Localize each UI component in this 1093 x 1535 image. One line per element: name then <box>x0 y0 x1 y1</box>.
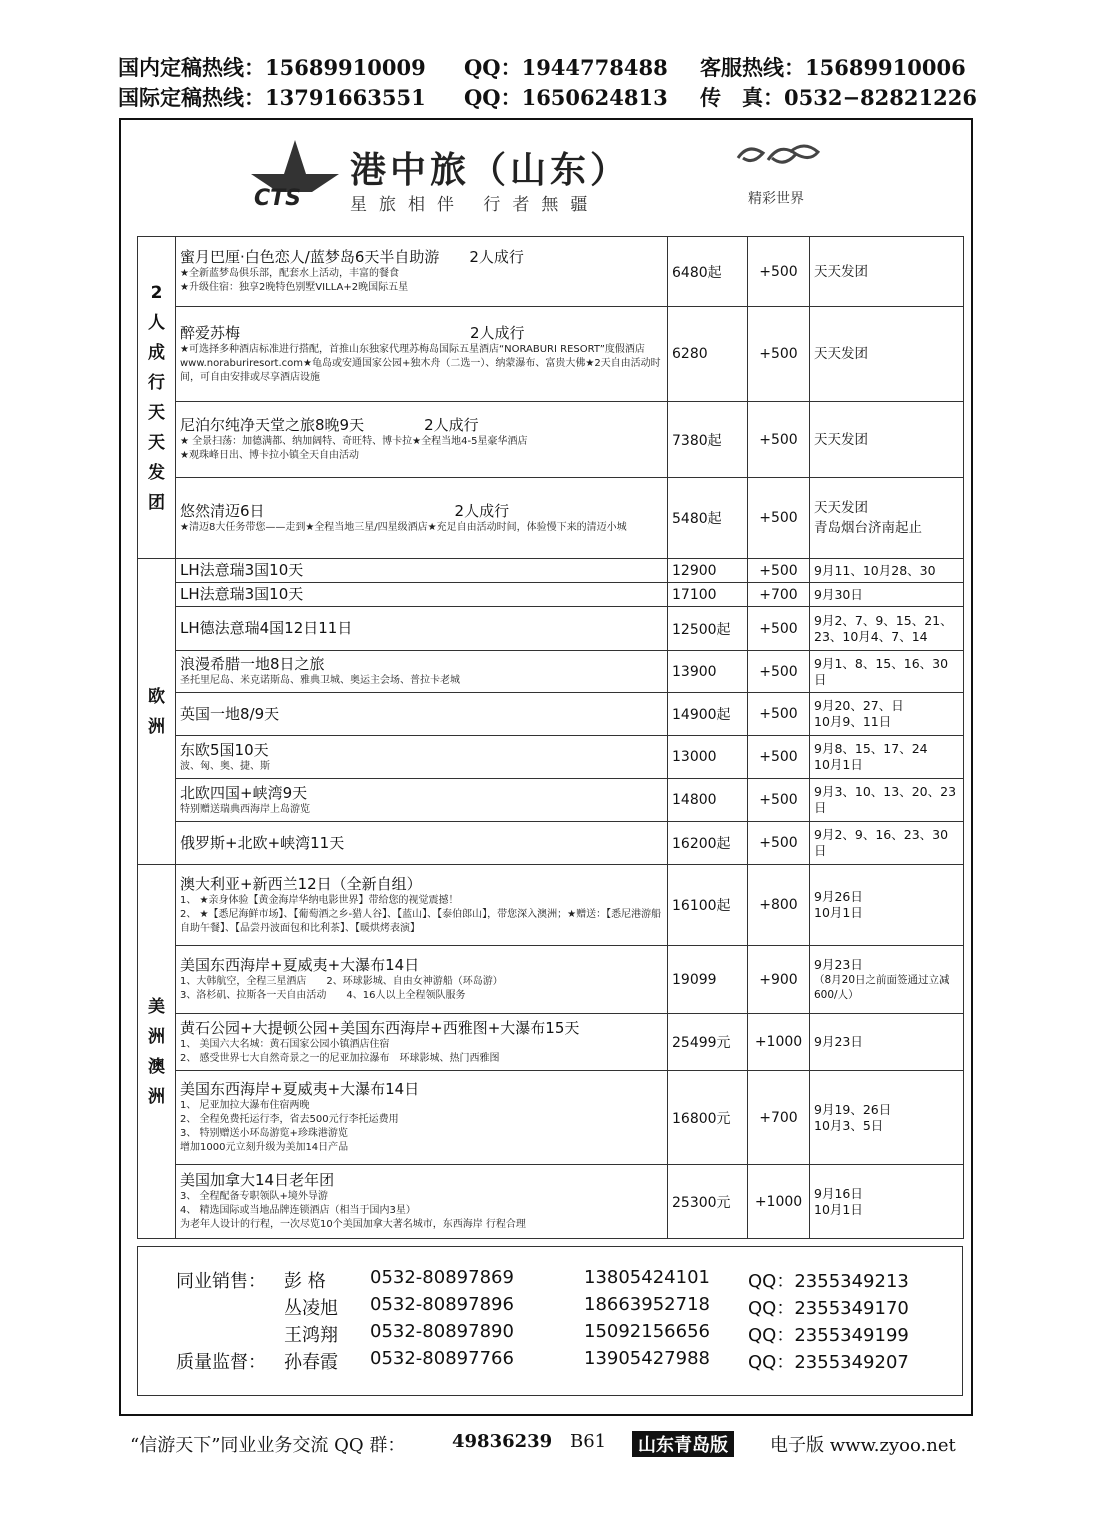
tour-cell: 尼泊尔纯净天堂之旅8晚9天 2人成行 ★ 全景扫荡：加德满都、纳加阔特、奇旺特、博卡拉★全程当地4-5星豪华酒店 ★观珠峰日出、博卡拉小镇全天自由活动 <box>176 402 668 478</box>
supplement: +500 <box>748 237 810 307</box>
table-row <box>138 779 964 822</box>
page-number: B61 <box>570 1431 607 1452</box>
tour-cell: 美国加拿大14日老年团 3、 全程配备专职领队+境外导游 4、 精选国际或当地品牌连锁酒店（相当于国内3星） 为老年人设计的行程，一次尽览10个美国加拿大著名城市，东西海岸 行程合理 <box>176 1165 668 1239</box>
tour-cell: 醉爱苏梅 2人成行 ★可选择多种酒店标准进行搭配，首推山东独家代理苏梅岛国际五星酒店“NORABURI RESORT”度假酒店 www.noraburiresort.com★龟岛或安通国家公园+独木舟（二选一）、纳蒙瀑布、富贵大佛★2天自由活动时间，可自由安排或尽享酒店设施 <box>176 307 668 402</box>
supplement: +500 <box>748 822 810 865</box>
website[interactable]: 电子版 www.zyoo.net <box>770 1435 956 1456</box>
contact-row <box>138 1267 964 1294</box>
contact-mobile: 18663952718 <box>584 1294 710 1315</box>
departure-dates: 9月2、9、16、23、30日 <box>810 822 964 865</box>
price: 12500起 <box>668 607 748 651</box>
departure-dates: 天天发团 <box>810 402 964 478</box>
contact-name: 彭 格 <box>284 1271 326 1292</box>
price: 17100 <box>668 583 748 607</box>
brand-name: 港中旅（山东） <box>350 149 631 191</box>
category-america: 美洲澳洲 <box>138 865 176 1239</box>
contact-tel: 0532-80897869 <box>370 1267 514 1288</box>
departure-dates: 9月26日 10月1日 <box>810 865 964 946</box>
departure-dates: 9月20、27、日 10月9、11日 <box>810 693 964 736</box>
tour-cell: 黄石公园+大提顿公园+美国东西海岸+西雅图+大瀑布15天 1、 美国六大名城：黄石国家公园小镇酒店住宿 2、 感受世界七大自然奇景之一的尼亚加拉瀑布 环球影城、热门西雅图 <box>176 1014 668 1071</box>
brand-logo <box>250 138 850 218</box>
table-row <box>138 237 964 307</box>
supplement: +700 <box>748 1071 810 1165</box>
contact-name: 孙春霞 <box>284 1352 338 1373</box>
table-row <box>138 865 964 946</box>
sales-contacts <box>137 1246 963 1396</box>
tour-cell: LH法意瑞3国10天 <box>176 559 668 583</box>
supplement: +1000 <box>748 1165 810 1239</box>
contact-mobile: 13805424101 <box>584 1267 710 1288</box>
price: 6280 <box>668 307 748 402</box>
table-row <box>138 651 964 693</box>
supplement: +700 <box>748 583 810 607</box>
contact-row <box>138 1294 964 1321</box>
intl-hotline: 国际定稿热线：13791663551 <box>118 85 426 110</box>
contact-tel: 0532-80897896 <box>370 1294 514 1315</box>
table-row <box>138 307 964 402</box>
tour-cell: 美国东西海岸+夏威夷+大瀑布14日 1、 尼亚加拉大瀑布住宿两晚 2、 全程免费托运行李，省去500元行李托运费用 3、 特别赠送小环岛游览+珍珠港游览 增加1000元立刻升级为美加14日产品 <box>176 1071 668 1165</box>
table-row <box>138 822 964 865</box>
supplement: +900 <box>748 946 810 1014</box>
price: 14900起 <box>668 693 748 736</box>
tour-cell: 悠然清迈6日 2人成行 ★清迈8大任务带您——走到★全程当地三星/四星级酒店★充足自由活动时间，体验慢下来的清迈小城 <box>176 478 668 559</box>
price: 25300元 <box>668 1165 748 1239</box>
sales-label: 同业销售： <box>176 1271 266 1292</box>
price: 16800元 <box>668 1071 748 1165</box>
price: 7380起 <box>668 402 748 478</box>
footer-slogan: “信游天下”同业业务交流 QQ 群： <box>130 1435 406 1456</box>
table-row <box>138 736 964 779</box>
category-europe: 欧洲 <box>138 559 176 865</box>
quality-label: 质量监督： <box>176 1352 266 1373</box>
table-row <box>138 1071 964 1165</box>
tour-table <box>137 236 964 1239</box>
supplement: +500 <box>748 651 810 693</box>
price: 16200起 <box>668 822 748 865</box>
supplement: +500 <box>748 559 810 583</box>
contact-mobile: 13905427988 <box>584 1348 710 1369</box>
contact-qq: QQ：2355349213 <box>748 1271 909 1292</box>
table-row <box>138 693 964 736</box>
tour-cell: LH法意瑞3国10天 <box>176 583 668 607</box>
contact-row <box>138 1348 964 1375</box>
departure-dates: 9月19、26日 10月3、5日 <box>810 1071 964 1165</box>
qq-group: 49836239 <box>452 1431 553 1452</box>
fax-number: 传 真：0532−82821226 <box>700 85 977 110</box>
departure-dates: 天天发团 <box>810 307 964 402</box>
table-row <box>138 402 964 478</box>
intl-qq: QQ：1650624813 <box>464 85 668 110</box>
departure-dates: 9月8、15、17、24 10月1日 <box>810 736 964 779</box>
price: 16100起 <box>668 865 748 946</box>
contact-tel: 0532-80897890 <box>370 1321 514 1342</box>
table-row <box>138 1014 964 1071</box>
contact-mobile: 15092156656 <box>584 1321 710 1342</box>
departure-dates: 9月23日 <box>810 1014 964 1071</box>
domestic-hotline: 国内定稿热线：15689910009 <box>118 55 426 80</box>
tour-cell: 浪漫希腊一地8日之旅 圣托里尼岛、米克诺斯岛、雅典卫城、奥运主会场、普拉卡老城 <box>176 651 668 693</box>
supplement: +500 <box>748 693 810 736</box>
price: 12900 <box>668 559 748 583</box>
supplement: +500 <box>748 478 810 559</box>
contact-name: 王鸿翔 <box>284 1325 338 1346</box>
brand-cts: CTS <box>254 186 301 211</box>
table-row <box>138 478 964 559</box>
price: 6480起 <box>668 237 748 307</box>
supplement: +500 <box>748 307 810 402</box>
supplement: +1000 <box>748 1014 810 1071</box>
contact-qq: QQ：2355349170 <box>748 1298 909 1319</box>
contact-qq: QQ：2355349199 <box>748 1325 909 1346</box>
contact-qq: QQ：2355349207 <box>748 1352 909 1373</box>
price: 5480起 <box>668 478 748 559</box>
contact-name: 丛凌旭 <box>284 1298 338 1319</box>
departure-dates: 9月16日 10月1日 <box>810 1165 964 1239</box>
contact-tel: 0532-80897766 <box>370 1348 514 1369</box>
star-icon <box>250 138 340 193</box>
price: 25499元 <box>668 1014 748 1071</box>
tour-cell: 澳大利亚+新西兰12日（全新自组） 1、 ★亲身体验【黄金海岸华纳电影世界】带给您的视觉震撼！ 2、 ★【悉尼海鲜市场】、【葡萄酒之乡-猎人谷】、【蓝山】、【泰伯郎山】，带您深入澳洲；★赠送：【悉尼港游船自助午餐】、【品尝丹波面包和比利茶】、【暖烘烤表演】 <box>176 865 668 946</box>
supplement: +500 <box>748 402 810 478</box>
departure-dates: 9月23日 （8月20日之前面签通过立减600/人） <box>810 946 964 1014</box>
departure-dates: 9月1、8、15、16、30日 <box>810 651 964 693</box>
departure-dates: 天天发团 <box>810 237 964 307</box>
edition-badge: 山东青岛版 <box>632 1431 734 1457</box>
table-row <box>138 1165 964 1239</box>
domestic-qq: QQ：1944778488 <box>464 55 668 80</box>
supplement: +500 <box>748 607 810 651</box>
supplement: +800 <box>748 865 810 946</box>
price: 13000 <box>668 736 748 779</box>
brand-slogan: 星旅相伴 行者無疆 <box>350 195 600 215</box>
tour-cell: 美国东西海岸+夏威夷+大瀑布14日 1、大韩航空，全程三星酒店 2、环球影城、自由女神游船（环岛游） 3、洛杉矶、拉斯各一天自由活动 4、16人以上全程领队服务 <box>176 946 668 1014</box>
price: 13900 <box>668 651 748 693</box>
table-row <box>138 559 964 583</box>
table-row <box>138 583 964 607</box>
tour-cell: 英国一地8/9天 <box>176 693 668 736</box>
departure-dates: 9月3、10、13、20、23日 <box>810 779 964 822</box>
departure-dates: 9月11、10月28、30 <box>810 559 964 583</box>
supplement: +500 <box>748 779 810 822</box>
tour-cell: 蜜月巴厘·白色恋人/蓝梦岛6天半自助游 2人成行 ★全新蓝梦岛俱乐部，配套水上活动，丰富的餐食 ★升级住宿：独享2晚特色别墅VILLA+2晚国际五星 <box>176 237 668 307</box>
departure-dates: 天天发团 青岛烟台济南起止 <box>810 478 964 559</box>
service-hotline: 客服热线：15689910006 <box>700 55 966 80</box>
tour-cell: 北欧四国+峡湾9天 特别赠送瑞典西海岸上岛游览 <box>176 779 668 822</box>
category-two-person: 2人成行天天发团 <box>138 237 176 559</box>
footer <box>118 1431 978 1457</box>
departure-dates: 9月2、7、9、15、21、23、10月4、7、14 <box>810 607 964 651</box>
tour-cell: 东欧5国10天 波、匈、奥、捷、斯 <box>176 736 668 779</box>
table-row <box>138 607 964 651</box>
contact-row <box>138 1321 964 1348</box>
supplement: +500 <box>748 736 810 779</box>
tour-cell: LH德法意瑞4国12日11日 <box>176 607 668 651</box>
price: 14800 <box>668 779 748 822</box>
tour-cell: 俄罗斯+北欧+峡湾11天 <box>176 822 668 865</box>
partner-name: 精彩世界 <box>748 191 804 207</box>
table-row <box>138 946 964 1014</box>
price: 19099 <box>668 946 748 1014</box>
departure-dates: 9月30日 <box>810 583 964 607</box>
